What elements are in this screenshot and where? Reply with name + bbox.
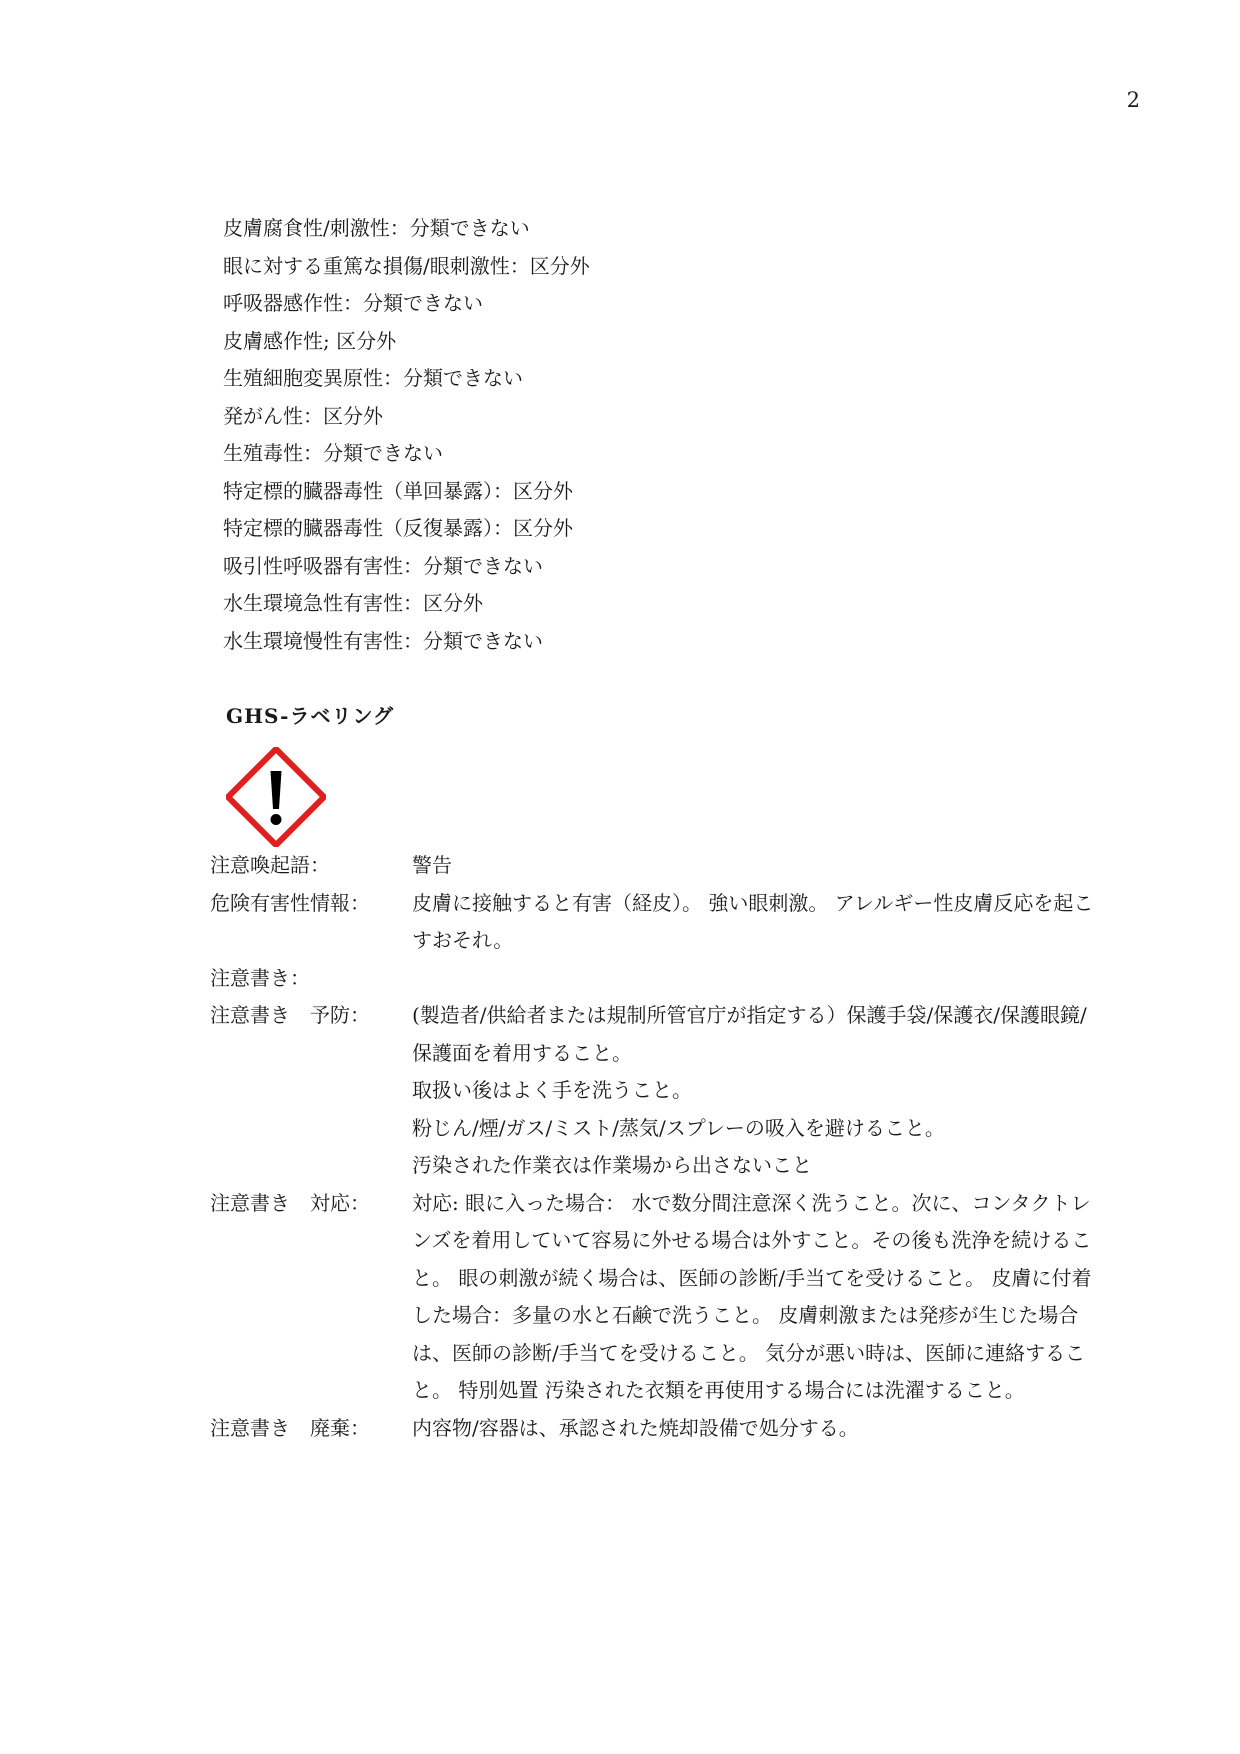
hazard-class-item: 発がん性：区分外	[223, 403, 383, 428]
disposal-row	[210, 1410, 1100, 1448]
hazard-class-item: 眼に対する重篤な損傷/眼刺激性：区分外	[223, 253, 590, 278]
signal-word-value: 警告	[412, 853, 452, 877]
hazard-statements-label: 危険有害性情報：	[210, 890, 370, 915]
page-number: 2	[1126, 88, 1140, 112]
hazard-class-item: 生殖細胞変異原性：分類できない	[223, 366, 523, 390]
disposal-label: 注意書き 廃棄：	[210, 1415, 370, 1440]
exclamation-mark-pictogram-icon	[226, 747, 326, 847]
hazard-class-item: 水生環境急性有害性：区分外	[223, 591, 483, 615]
hazard-class-item: 皮膚感作性; 区分外	[223, 328, 397, 353]
hazard-class-item: 皮膚腐食性/刺激性：分類できない	[223, 216, 530, 240]
response-label: 注意書き 対応：	[210, 1190, 370, 1215]
hazard-class-item: 吸引性呼吸器有害性：分類できない	[223, 553, 543, 578]
hazard-statements-row	[210, 885, 1100, 960]
disposal-statement: 内容物/容器は、承認された焼却設備で処分する。	[412, 1415, 859, 1440]
prevention-label: 注意書き 予防：	[210, 1003, 370, 1027]
hazard-classification-list	[223, 210, 590, 660]
ghs-label-elements	[210, 847, 1100, 1447]
hazard-class-item: 水生環境慢性有害性：分類できない	[223, 628, 543, 653]
hazard-class-item: 呼吸器感作性：分類できない	[223, 291, 483, 315]
hazard-class-item: 生殖毒性：分類できない	[223, 441, 443, 465]
prevention-statement: 取扱い後はよく手を洗うこと。	[412, 1078, 692, 1102]
prevention-statement: (製造者/供給者または規制所管官庁が指定する）保護手袋/保護衣/保護眼鏡/保護面を着用すること。	[412, 1003, 1087, 1065]
hazard-statements-value: 皮膚に接触すると有害（経皮）。 強い眼刺激。 アレルギー性皮膚反応を起こすおそれ。	[412, 890, 1094, 952]
hazard-class-item: 特定標的臓器毒性（単回暴露）：区分外	[223, 478, 573, 503]
precautionary-heading-label: 注意書き：	[210, 965, 310, 990]
prevention-statement: 汚染された作業衣は作業場から出さないこと	[412, 1153, 812, 1177]
response-statement: 対応: 眼に入った場合： 水で数分間注意深く洗うこと。次に、コンタクトレンズを着用していて容易に外せる場合は外すこと。その後も洗浄を続けること。 眼の刺激が続く場合は、医師の診断/手当てを受けること。 皮膚に付着した場合：多量の水と石鹸で洗うこと。 皮膚刺激または発疹が生じた場合は、医師の診断/手当てを受けること。 気分が悪い時は、医師に連絡すること。 特別処置 汚染された衣類を再使用する場合には洗濯すること。	[412, 1190, 1092, 1402]
response-row	[210, 1185, 1100, 1410]
precautionary-heading-row	[210, 960, 1100, 998]
signal-word-label: 注意喚起語：	[210, 853, 330, 877]
hazard-class-item: 特定標的臓器毒性（反復暴露）：区分外	[223, 516, 573, 540]
ghs-labeling-heading: GHS-ラベリング	[226, 704, 395, 728]
signal-word-row	[210, 847, 1100, 885]
prevention-row	[210, 997, 1100, 1185]
prevention-statement: 粉じん/煙/ガス/ミスト/蒸気/スプレーの吸入を避けること。	[412, 1115, 945, 1140]
